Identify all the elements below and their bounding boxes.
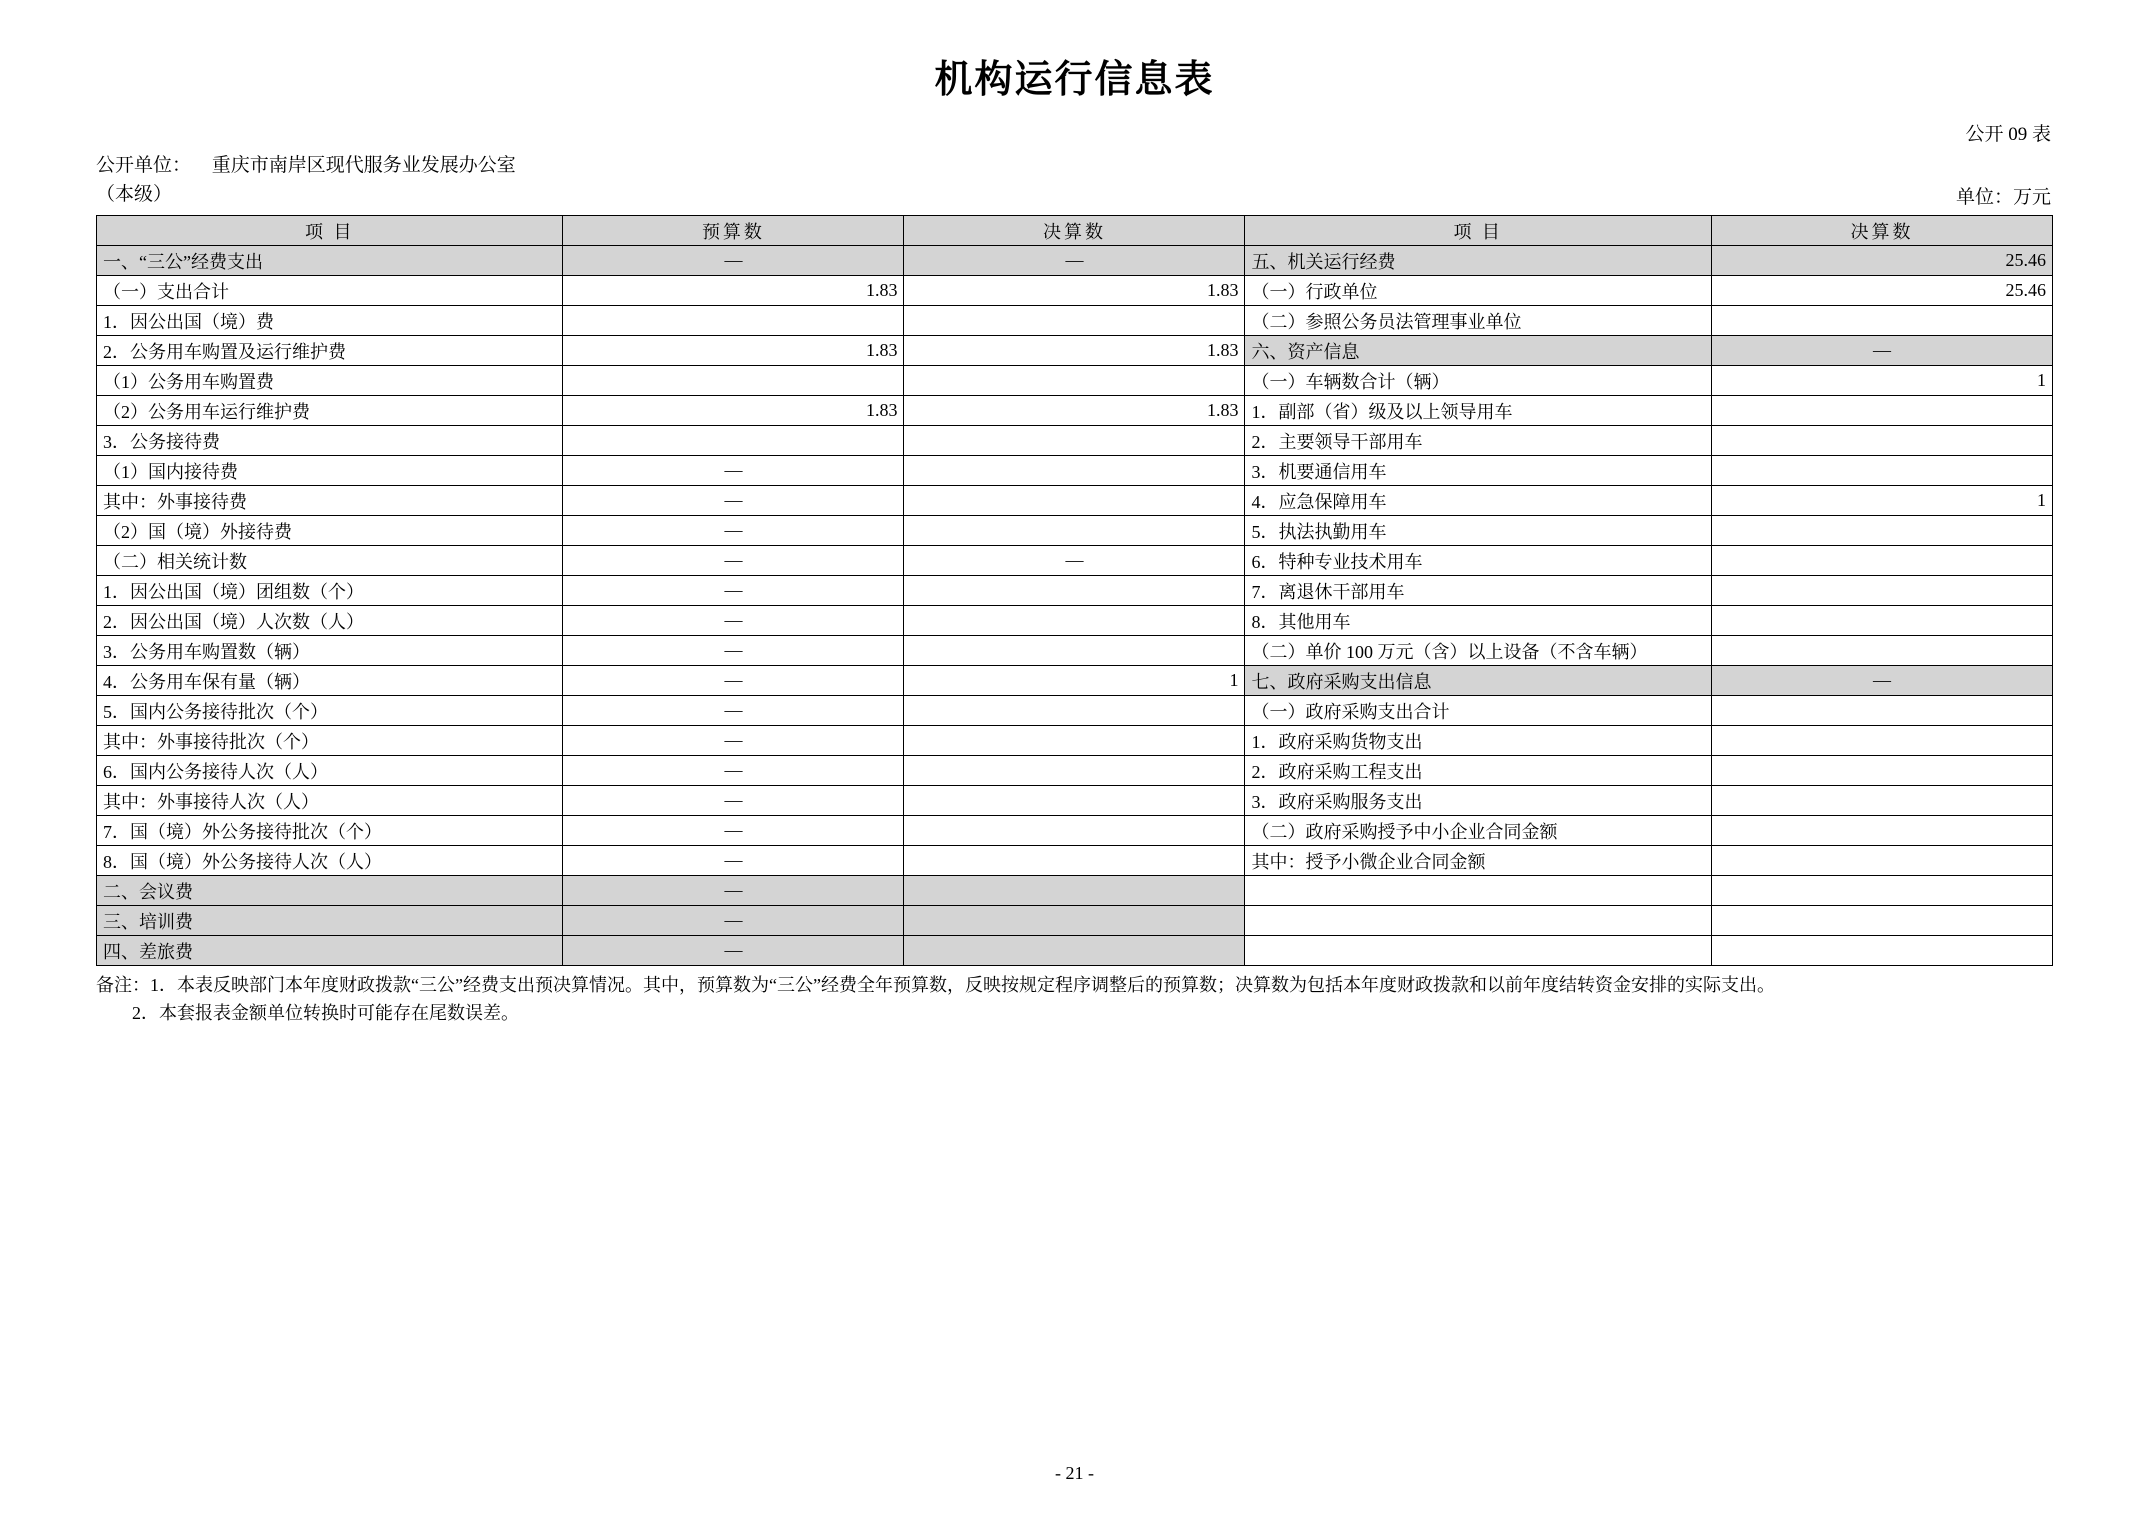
left-item-label: 二、会议费: [97, 876, 563, 906]
right-final-value: [1711, 876, 2052, 906]
left-item-label: 2．因公出国（境）人次数（人）: [97, 606, 563, 636]
left-budget-value: [563, 366, 904, 396]
left-final-value: [904, 876, 1245, 906]
left-final-value: [904, 516, 1245, 546]
right-item-label: 2．主要领导干部用车: [1245, 426, 1711, 456]
table-notes: [96, 972, 2053, 1028]
left-budget-value: 1.83: [563, 276, 904, 306]
table-row: [97, 546, 2053, 576]
left-item-label: （2）公务用车运行维护费: [97, 396, 563, 426]
table-row: [97, 486, 2053, 516]
left-budget-value: —: [563, 486, 904, 516]
right-item-label: （一）车辆数合计（辆）: [1245, 366, 1711, 396]
right-final-value: —: [1711, 336, 2052, 366]
document-meta: [96, 152, 2053, 209]
left-item-label: 其中：外事接待人次（人）: [97, 786, 563, 816]
left-final-value: [904, 456, 1245, 486]
right-final-value: [1711, 576, 2052, 606]
right-item-label: （二）政府采购授予中小企业合同金额: [1245, 816, 1711, 846]
left-item-label: 其中：外事接待费: [97, 486, 563, 516]
left-budget-value: —: [563, 936, 904, 966]
left-budget-value: —: [563, 756, 904, 786]
left-item-label: （1）公务用车购置费: [97, 366, 563, 396]
note-line-1: 备注：1．本表反映部门本年度财政拨款“三公”经费支出预决算情况。其中，预算数为“三公”经费全年预算数，反映按规定程序调整后的预算数；决算数为包括本年度财政拨款和以前年度结转资金安排的实际支出。: [96, 975, 1775, 995]
header-final: 决算数: [904, 216, 1245, 246]
right-item-label: 2．政府采购工程支出: [1245, 756, 1711, 786]
header-left-item: 项 目: [97, 216, 563, 246]
left-budget-value: 1.83: [563, 336, 904, 366]
left-final-value: [904, 726, 1245, 756]
table-row: [97, 786, 2053, 816]
table-header-row: [97, 216, 2053, 246]
left-budget-value: —: [563, 846, 904, 876]
table-row: [97, 306, 2053, 336]
right-item-label: 6．特种专业技术用车: [1245, 546, 1711, 576]
institution-operation-table: [96, 215, 2053, 966]
header-right-item: 项 目: [1245, 216, 1711, 246]
right-item-label: 3．机要通信用车: [1245, 456, 1711, 486]
right-item-label: [1245, 876, 1711, 906]
right-final-value: [1711, 846, 2052, 876]
right-item-label: 8．其他用车: [1245, 606, 1711, 636]
right-item-label: （一）政府采购支出合计: [1245, 696, 1711, 726]
right-item-label: 4．应急保障用车: [1245, 486, 1711, 516]
right-final-value: [1711, 936, 2052, 966]
right-final-value: [1711, 816, 2052, 846]
table-row: [97, 426, 2053, 456]
sheet-number: 公开 09 表: [1965, 124, 2051, 145]
left-item-label: 三、培训费: [97, 906, 563, 936]
left-final-value: [904, 846, 1245, 876]
right-final-value: [1711, 456, 2052, 486]
left-final-value: [904, 576, 1245, 606]
right-final-value: 25.46: [1711, 246, 2052, 276]
right-final-value: [1711, 696, 2052, 726]
right-final-value: 25.46: [1711, 276, 2052, 306]
right-final-value: [1711, 396, 2052, 426]
publisher-label: 公开单位：: [96, 155, 192, 176]
unit-label: 单位：万元: [1955, 187, 2051, 208]
table-row: [97, 456, 2053, 486]
table-row: [97, 366, 2053, 396]
left-item-label: 3．公务接待费: [97, 426, 563, 456]
left-budget-value: —: [563, 726, 904, 756]
table-body: [97, 246, 2053, 966]
right-final-value: [1711, 306, 2052, 336]
right-item-label: 5．执法执勤用车: [1245, 516, 1711, 546]
right-item-label: （二）单价 100 万元（含）以上设备（不含车辆）: [1245, 636, 1711, 666]
left-budget-value: —: [563, 546, 904, 576]
left-budget-value: —: [563, 606, 904, 636]
right-item-label: 五、机关运行经费: [1245, 246, 1711, 276]
right-item-label: 六、资产信息: [1245, 336, 1711, 366]
left-item-label: （二）相关统计数: [97, 546, 563, 576]
right-final-value: [1711, 756, 2052, 786]
left-item-label: 1．因公出国（境）团组数（个）: [97, 576, 563, 606]
left-budget-value: —: [563, 696, 904, 726]
table-row: [97, 936, 2053, 966]
left-budget-value: —: [563, 816, 904, 846]
table-row: [97, 396, 2053, 426]
right-item-label: 1．政府采购货物支出: [1245, 726, 1711, 756]
left-final-value: [904, 756, 1245, 786]
header-budget: 预算数: [563, 216, 904, 246]
right-item-label: [1245, 906, 1711, 936]
right-final-value: 1: [1711, 366, 2052, 396]
left-final-value: [904, 606, 1245, 636]
left-budget-value: 1.83: [563, 396, 904, 426]
left-final-value: —: [904, 546, 1245, 576]
publisher-block: [96, 152, 516, 209]
left-item-label: 1．因公出国（境）费: [97, 306, 563, 336]
right-item-label: 七、政府采购支出信息: [1245, 666, 1711, 696]
right-final-value: [1711, 426, 2052, 456]
left-final-value: —: [904, 246, 1245, 276]
left-budget-value: —: [563, 576, 904, 606]
left-final-value: 1.83: [904, 396, 1245, 426]
left-budget-value: —: [563, 666, 904, 696]
page-title: 机构运行信息表: [934, 59, 1215, 101]
left-final-value: [904, 366, 1245, 396]
left-budget-value: —: [563, 636, 904, 666]
table-row: [97, 846, 2053, 876]
table-row: [97, 696, 2053, 726]
publisher-level: （本级）: [96, 183, 173, 205]
table-row: [97, 336, 2053, 366]
right-final-value: [1711, 726, 2052, 756]
left-budget-value: —: [563, 876, 904, 906]
left-budget-value: —: [563, 246, 904, 276]
table-row: [97, 726, 2053, 756]
left-budget-value: —: [563, 786, 904, 816]
header-right-final: 决算数: [1711, 216, 2052, 246]
publisher-name: 重庆市南岸区现代服务业发展办公室: [211, 155, 516, 176]
right-final-value: 1: [1711, 486, 2052, 516]
left-item-label: 7．国（境）外公务接待批次（个）: [97, 816, 563, 846]
left-item-label: 4．公务用车保有量（辆）: [97, 666, 563, 696]
table-row: [97, 576, 2053, 606]
page-number: - 21 -: [1055, 1463, 1094, 1483]
left-final-value: [904, 636, 1245, 666]
left-final-value: [904, 906, 1245, 936]
right-final-value: [1711, 606, 2052, 636]
left-item-label: 四、差旅费: [97, 936, 563, 966]
table-row: [97, 876, 2053, 906]
right-final-value: [1711, 516, 2052, 546]
left-budget-value: —: [563, 516, 904, 546]
left-item-label: （2）国（境）外接待费: [97, 516, 563, 546]
left-final-value: [904, 306, 1245, 336]
table-row: [97, 516, 2053, 546]
left-budget-value: [563, 426, 904, 456]
left-item-label: 6．国内公务接待人次（人）: [97, 756, 563, 786]
left-final-value: 1: [904, 666, 1245, 696]
left-item-label: 3．公务用车购置数（辆）: [97, 636, 563, 666]
table-row: [97, 276, 2053, 306]
right-item-label: （一）行政单位: [1245, 276, 1711, 306]
table-row: [97, 606, 2053, 636]
left-final-value: [904, 816, 1245, 846]
table-row: [97, 816, 2053, 846]
right-final-value: —: [1711, 666, 2052, 696]
table-row: [97, 666, 2053, 696]
right-item-label: 1．副部（省）级及以上领导用车: [1245, 396, 1711, 426]
right-final-value: [1711, 906, 2052, 936]
left-final-value: [904, 426, 1245, 456]
table-row: [97, 756, 2053, 786]
right-item-label: 其中：授予小微企业合同金额: [1245, 846, 1711, 876]
left-budget-value: [563, 306, 904, 336]
right-item-label: 7．离退休干部用车: [1245, 576, 1711, 606]
note-line-2: 2．本套报表金额单位转换时可能存在尾数误差。: [132, 1002, 519, 1023]
left-item-label: （1）国内接待费: [97, 456, 563, 486]
left-final-value: [904, 786, 1245, 816]
left-final-value: 1.83: [904, 276, 1245, 306]
right-item-label: 3．政府采购服务支出: [1245, 786, 1711, 816]
left-item-label: 一、“三公”经费支出: [97, 246, 563, 276]
table-row: [97, 906, 2053, 936]
table-row: [97, 246, 2053, 276]
right-final-value: [1711, 636, 2052, 666]
right-final-value: [1711, 786, 2052, 816]
right-item-label: [1245, 936, 1711, 966]
table-row: [97, 636, 2053, 666]
left-item-label: 5．国内公务接待批次（个）: [97, 696, 563, 726]
left-item-label: 8．国（境）外公务接待人次（人）: [97, 846, 563, 876]
left-final-value: [904, 486, 1245, 516]
left-budget-value: —: [563, 456, 904, 486]
right-item-label: （二）参照公务员法管理事业单位: [1245, 306, 1711, 336]
right-final-value: [1711, 546, 2052, 576]
left-final-value: [904, 696, 1245, 726]
table-header: [97, 216, 2053, 246]
left-budget-value: —: [563, 906, 904, 936]
left-item-label: 其中：外事接待批次（个）: [97, 726, 563, 756]
left-final-value: 1.83: [904, 336, 1245, 366]
left-item-label: 2．公务用车购置及运行维护费: [97, 336, 563, 366]
left-item-label: （一）支出合计: [97, 276, 563, 306]
left-final-value: [904, 936, 1245, 966]
